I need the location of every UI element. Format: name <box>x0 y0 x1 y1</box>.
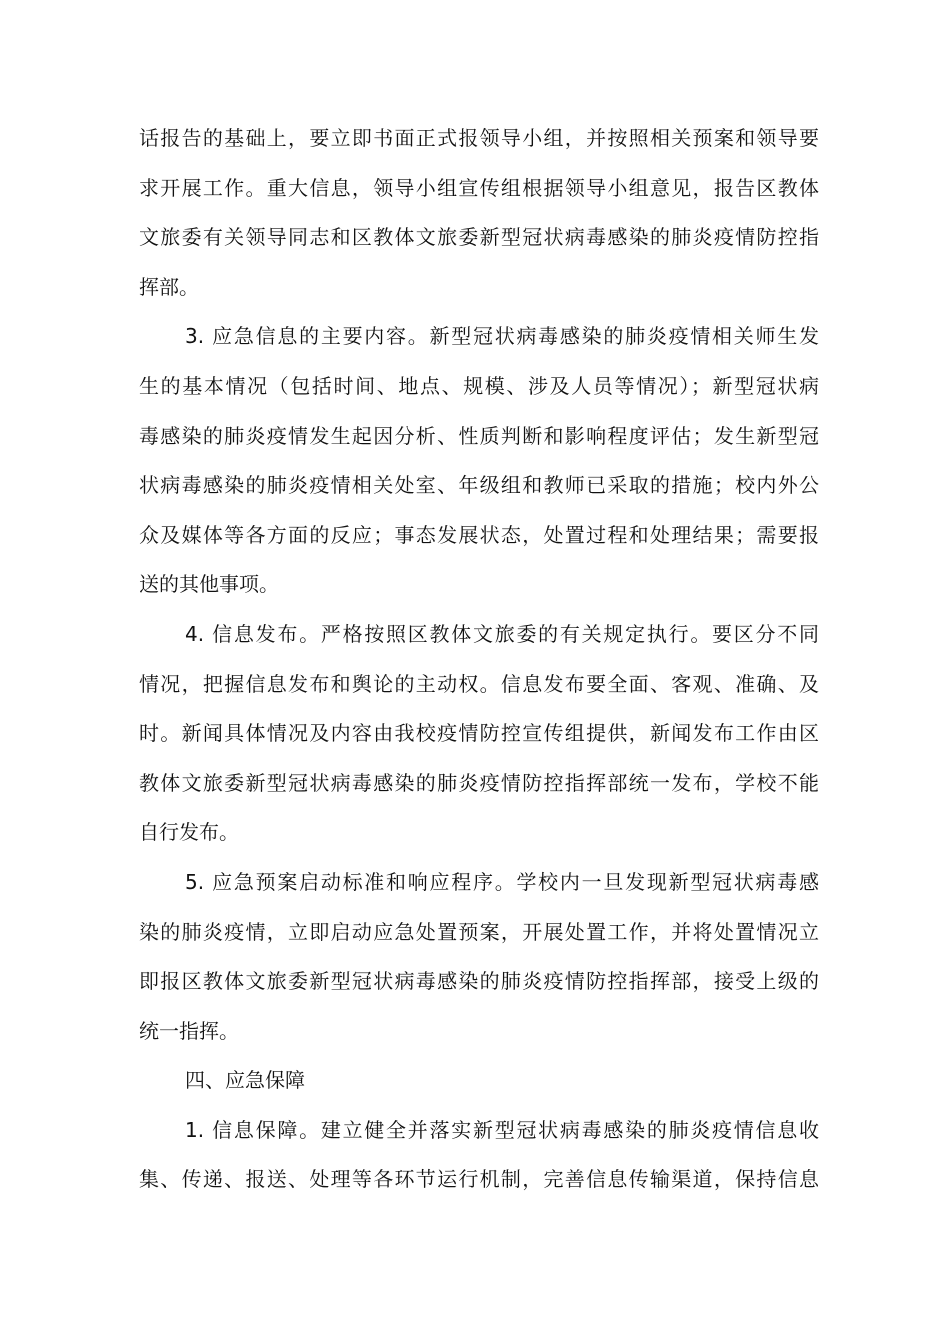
text-line: 求开展工作。重大信息，领导小组宣传组根据领导小组意见，报告区教体 <box>139 175 819 200</box>
text-line: 生的基本情况（包括时间、地点、规模、涉及人员等情况）；新型冠状病 <box>139 373 819 398</box>
text-line: 挥部。 <box>139 274 199 299</box>
paragraph-item-5: 5. 应急预案启动标准和响应程序。学校内一旦发现新型冠状病毒感 <box>185 869 819 894</box>
text-line: 染的肺炎疫情，立即启动应急处置预案，开展处置工作，并将处置情况立 <box>139 919 819 944</box>
paragraph-item-4: 4. 信息发布。严格按照区教体文旅委的有关规定执行。要区分不同 <box>185 621 819 646</box>
text-line: 话报告的基础上，要立即书面正式报领导小组，并按照相关预案和领导要 <box>139 126 819 150</box>
text-line: 情况，把握信息发布和舆论的主动权。信息发布要全面、客观、准确、及 <box>139 671 819 696</box>
text-line: 统一指挥。 <box>139 1018 239 1043</box>
text-line: 众及媒体等各方面的反应；事态发展状态，处置过程和处理结果；需要报 <box>139 522 819 547</box>
text-line: 集、传递、报送、处理等各环节运行机制，完善信息传输渠道，保持信息 <box>139 1167 819 1192</box>
text-line: 状病毒感染的肺炎疫情相关处室、年级组和教师已采取的措施；校内外公 <box>139 473 819 498</box>
text-line: 教体文旅委新型冠状病毒感染的肺炎疫情防控指挥部统一发布，学校不能 <box>139 770 819 795</box>
text-line: 时。新闻具体情况及内容由我校疫情防控宣传组提供，新闻发布工作由区 <box>139 721 819 746</box>
text-line: 送的其他事项。 <box>139 572 279 597</box>
paragraph-item-1: 1. 信息保障。建立健全并落实新型冠状病毒感染的肺炎疫情信息收 <box>185 1117 819 1142</box>
text-line: 毒感染的肺炎疫情发生起因分析、性质判断和影响程度评估；发生新型冠 <box>139 423 819 448</box>
text-line: 即报区教体文旅委新型冠状病毒感染的肺炎疫情防控指挥部，接受上级的 <box>139 969 819 994</box>
text-line: 文旅委有关领导同志和区教体文旅委新型冠状病毒感染的肺炎疫情防控指 <box>139 225 819 250</box>
section-heading: 四、应急保障 <box>185 1068 305 1093</box>
text-line: 自行发布。 <box>139 820 239 845</box>
document-body <box>139 114 819 1205</box>
paragraph-item-3: 3. 应急信息的主要内容。新型冠状病毒感染的肺炎疫情相关师生发 <box>185 324 819 349</box>
